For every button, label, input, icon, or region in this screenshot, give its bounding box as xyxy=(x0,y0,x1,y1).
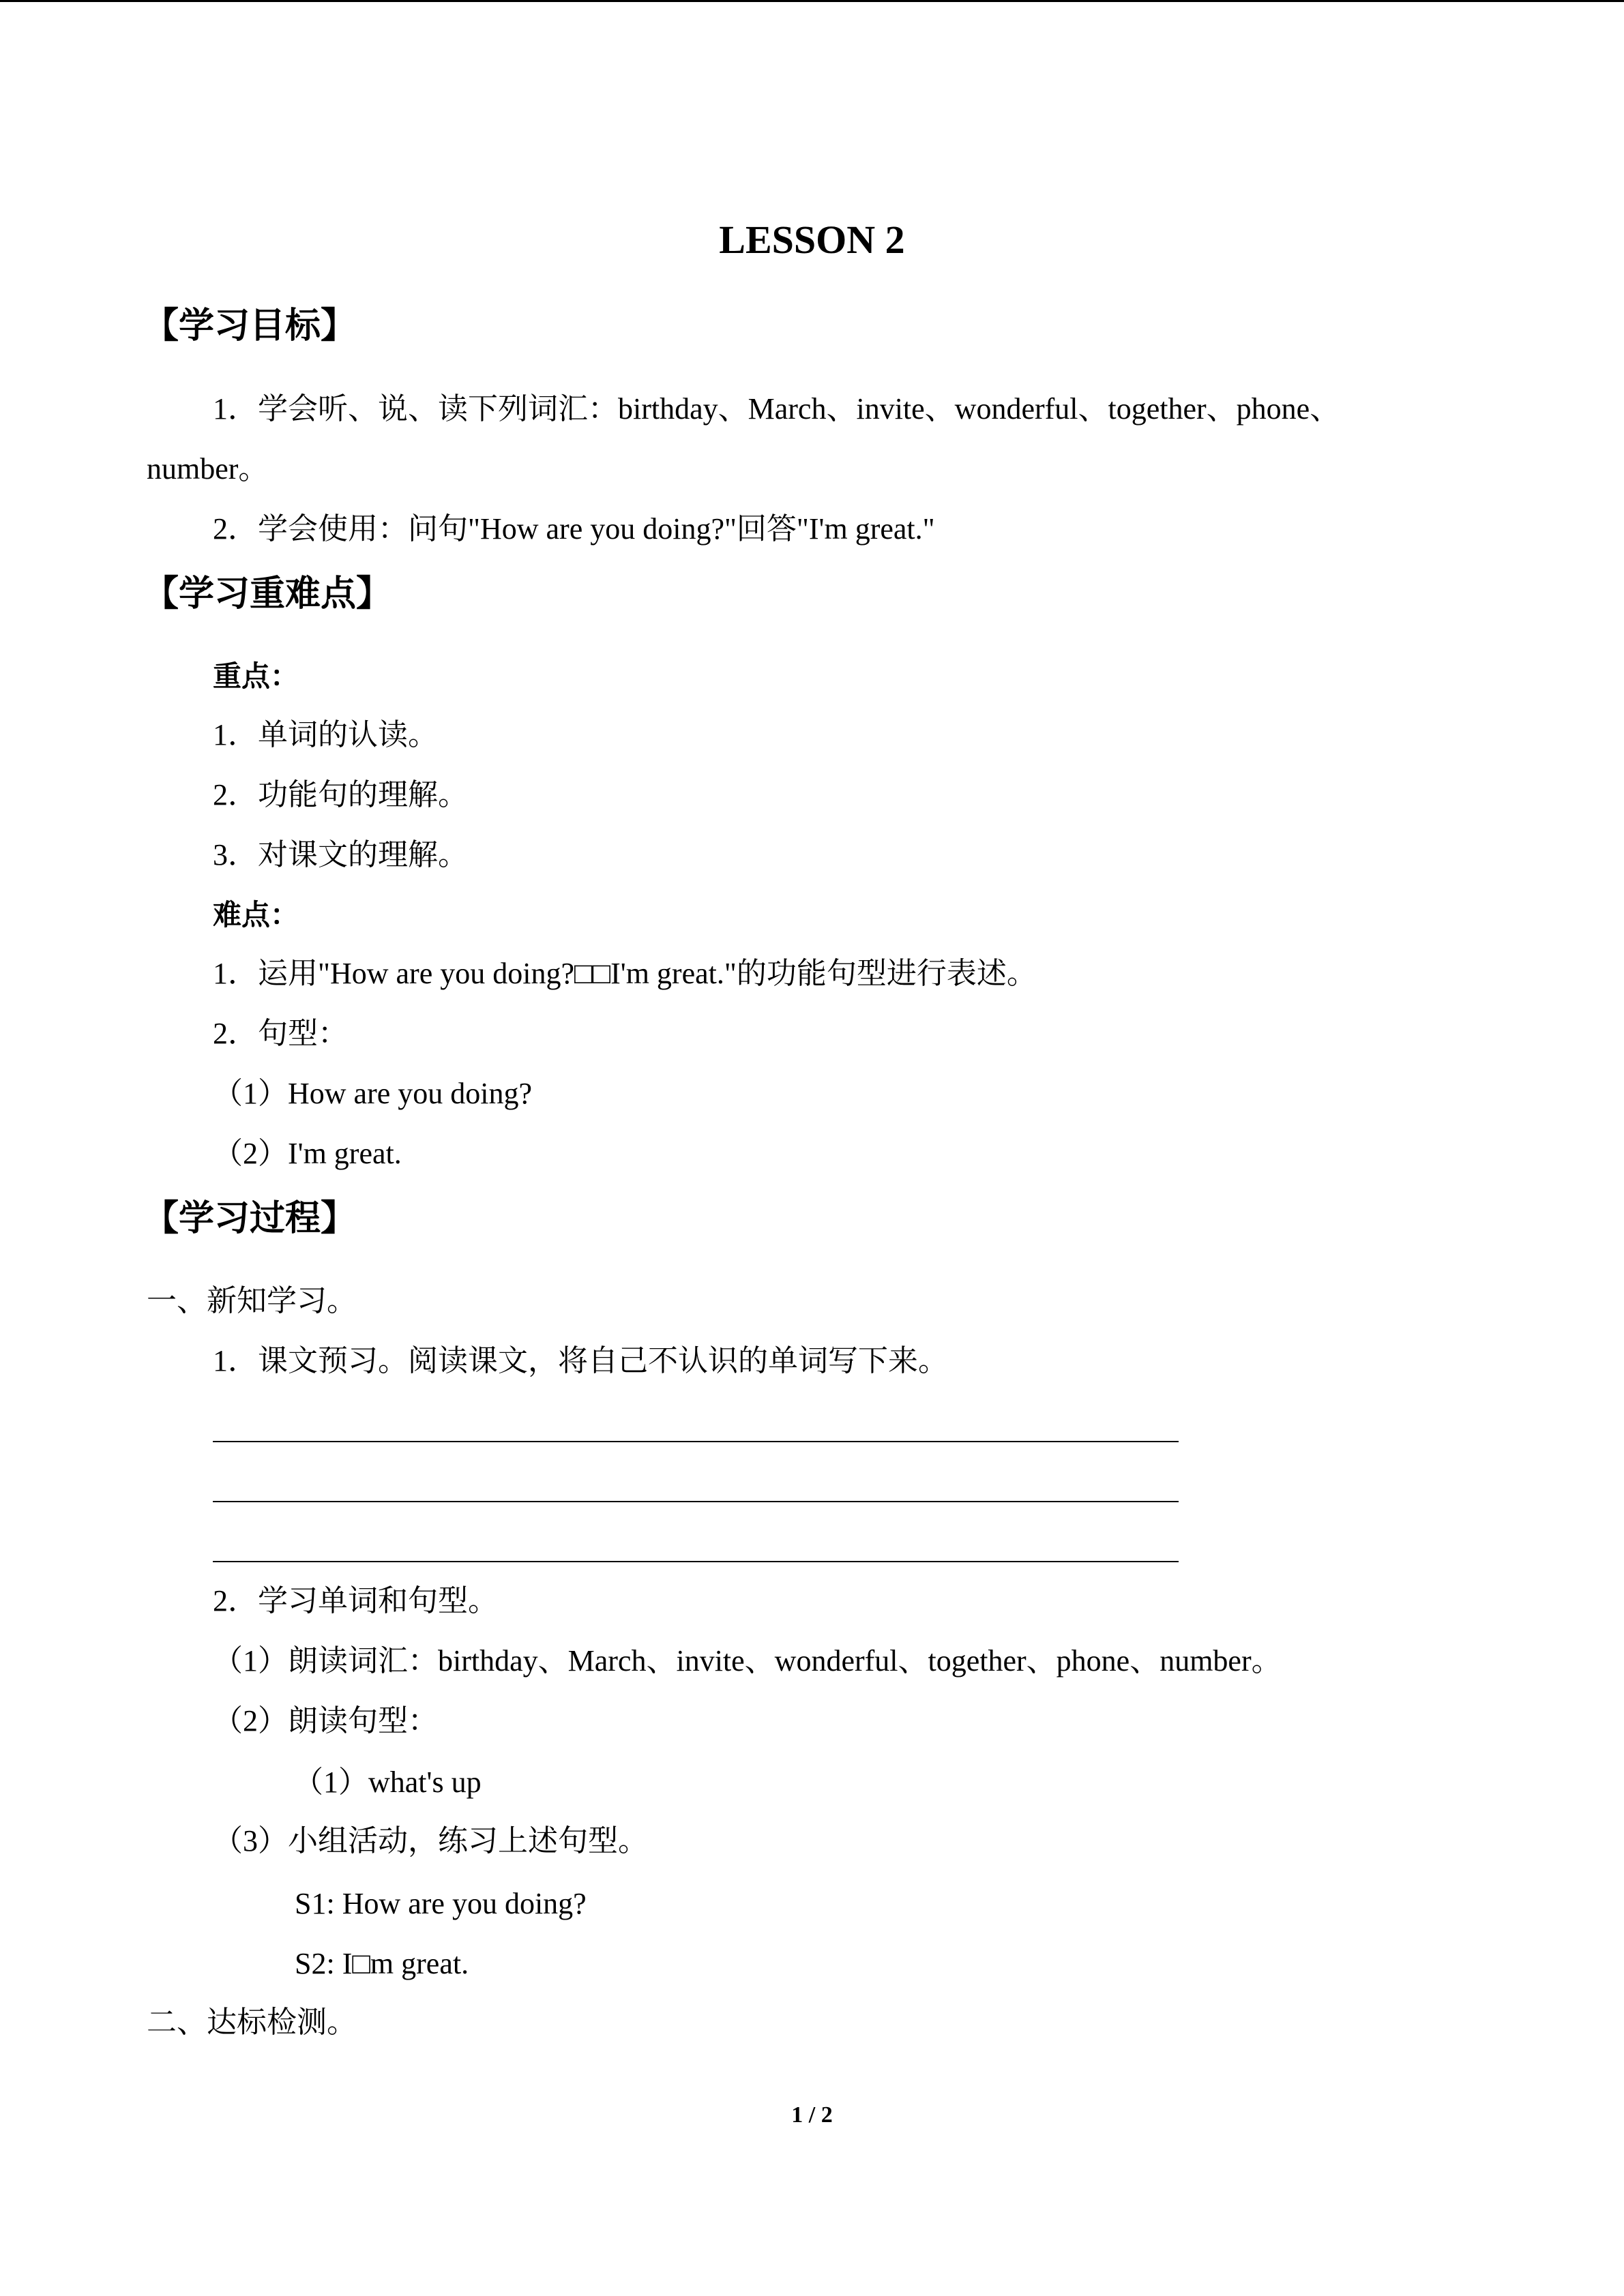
answer-blank-line[interactable] xyxy=(213,1501,1179,1502)
focus-item-2: 2．功能句的理解。 xyxy=(213,778,468,811)
focus-item-1: 1．单词的认读。 xyxy=(213,718,438,751)
answer-blank-line[interactable] xyxy=(213,1561,1179,1562)
goals-item-1: 1．学会听、说、读下列词汇：birthday、March、invite、wonderful、together、phone、 xyxy=(213,392,1340,426)
difficulty-item-1: 1．运用"How are you doing?□□I'm great."的功能句型进行表述。 xyxy=(213,957,1037,990)
page-number: 1 / 2 xyxy=(791,2102,833,2128)
heading-key-points: 【学习重难点】 xyxy=(143,573,392,614)
process-sub-1: （1）朗读词汇：birthday、March、invite、wonderful、together、phone、number。 xyxy=(213,1644,1282,1678)
heading-learning-goals: 【学习目标】 xyxy=(143,305,357,346)
difficulty-item-3: （1）How are you doing? xyxy=(213,1077,533,1110)
focus-label: 重点： xyxy=(213,659,299,693)
heading-learning-process: 【学习过程】 xyxy=(143,1198,357,1239)
goals-item-2: 2．学会使用：问句"How are you doing?"回答"I'm great." xyxy=(213,512,935,546)
process-sub-3: （3）小组活动，练习上述句型。 xyxy=(213,1824,648,1858)
difficulty-item-2: 2．句型： xyxy=(213,1017,348,1050)
process-sub-2-item: （1）what's up xyxy=(293,1765,482,1799)
difficulty-item-4: （2）I'm great. xyxy=(213,1137,402,1170)
process-step-1: 1．课文预习。阅读课文，将自己不认识的单词写下来。 xyxy=(213,1344,948,1377)
goals-item-1-continued: number。 xyxy=(147,452,269,486)
process-step-2: 2．学习单词和句型。 xyxy=(213,1584,498,1617)
process-part-2: 二、达标检测。 xyxy=(147,2006,357,2039)
focus-item-3: 3．对课文的理解。 xyxy=(213,838,468,871)
answer-blank-line[interactable] xyxy=(213,1441,1179,1442)
process-part-1: 一、新知学习。 xyxy=(147,1284,357,1317)
process-sub-2: （2）朗读句型： xyxy=(213,1704,438,1738)
dialog-line-s1: S1: How are you doing? xyxy=(295,1887,587,1920)
difficulty-label: 难点： xyxy=(213,898,299,931)
page-top-border xyxy=(0,0,1624,2)
dialog-line-s2: S2: I□m great. xyxy=(295,1947,469,1980)
page-title: LESSON 2 xyxy=(719,218,905,262)
